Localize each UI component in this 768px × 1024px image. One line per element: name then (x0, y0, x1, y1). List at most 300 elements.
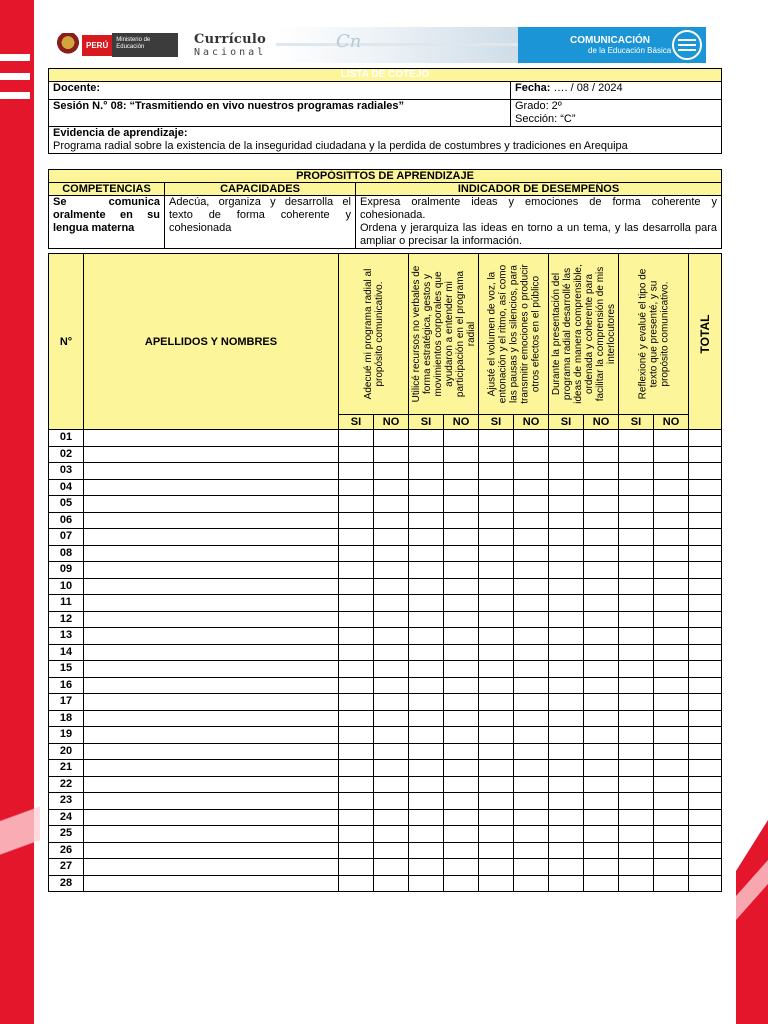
check-cell[interactable] (339, 496, 374, 513)
check-cell[interactable] (479, 545, 514, 562)
check-cell[interactable] (374, 595, 409, 612)
check-cell[interactable] (479, 644, 514, 661)
total-cell[interactable] (689, 496, 722, 513)
check-cell[interactable] (479, 694, 514, 711)
check-cell[interactable] (584, 512, 619, 529)
check-cell[interactable] (654, 611, 689, 628)
check-cell[interactable] (584, 743, 619, 760)
check-cell[interactable] (549, 628, 584, 645)
check-cell[interactable] (339, 842, 374, 859)
total-cell[interactable] (689, 446, 722, 463)
check-cell[interactable] (409, 793, 444, 810)
student-name-cell[interactable] (84, 562, 339, 579)
check-cell[interactable] (654, 661, 689, 678)
check-cell[interactable] (374, 611, 409, 628)
check-cell[interactable] (444, 446, 479, 463)
check-cell[interactable] (479, 661, 514, 678)
check-cell[interactable] (444, 743, 479, 760)
check-cell[interactable] (654, 743, 689, 760)
check-cell[interactable] (654, 595, 689, 612)
check-cell[interactable] (619, 793, 654, 810)
check-cell[interactable] (444, 578, 479, 595)
check-cell[interactable] (584, 644, 619, 661)
check-cell[interactable] (549, 694, 584, 711)
check-cell[interactable] (549, 875, 584, 892)
check-cell[interactable] (619, 727, 654, 744)
check-cell[interactable] (444, 611, 479, 628)
check-cell[interactable] (409, 446, 444, 463)
check-cell[interactable] (339, 611, 374, 628)
check-cell[interactable] (584, 430, 619, 447)
check-cell[interactable] (514, 776, 549, 793)
check-cell[interactable] (409, 859, 444, 876)
check-cell[interactable] (654, 529, 689, 546)
student-name-cell[interactable] (84, 793, 339, 810)
check-cell[interactable] (444, 512, 479, 529)
check-cell[interactable] (654, 776, 689, 793)
check-cell[interactable] (514, 826, 549, 843)
check-cell[interactable] (444, 875, 479, 892)
check-cell[interactable] (374, 463, 409, 480)
check-cell[interactable] (619, 776, 654, 793)
check-cell[interactable] (444, 430, 479, 447)
check-cell[interactable] (374, 793, 409, 810)
check-cell[interactable] (619, 859, 654, 876)
check-cell[interactable] (444, 793, 479, 810)
check-cell[interactable] (479, 512, 514, 529)
check-cell[interactable] (339, 875, 374, 892)
check-cell[interactable] (619, 661, 654, 678)
check-cell[interactable] (654, 545, 689, 562)
student-name-cell[interactable] (84, 826, 339, 843)
check-cell[interactable] (479, 776, 514, 793)
check-cell[interactable] (584, 809, 619, 826)
check-cell[interactable] (549, 826, 584, 843)
check-cell[interactable] (409, 578, 444, 595)
check-cell[interactable] (339, 760, 374, 777)
check-cell[interactable] (339, 826, 374, 843)
student-name-cell[interactable] (84, 463, 339, 480)
check-cell[interactable] (374, 446, 409, 463)
check-cell[interactable] (339, 512, 374, 529)
check-cell[interactable] (444, 776, 479, 793)
check-cell[interactable] (619, 826, 654, 843)
check-cell[interactable] (374, 677, 409, 694)
check-cell[interactable] (339, 644, 374, 661)
check-cell[interactable] (409, 545, 444, 562)
check-cell[interactable] (654, 727, 689, 744)
check-cell[interactable] (584, 859, 619, 876)
check-cell[interactable] (479, 809, 514, 826)
check-cell[interactable] (444, 710, 479, 727)
check-cell[interactable] (584, 727, 619, 744)
check-cell[interactable] (444, 463, 479, 480)
check-cell[interactable] (654, 875, 689, 892)
check-cell[interactable] (619, 743, 654, 760)
check-cell[interactable] (339, 743, 374, 760)
check-cell[interactable] (374, 710, 409, 727)
check-cell[interactable] (514, 644, 549, 661)
check-cell[interactable] (444, 644, 479, 661)
total-cell[interactable] (689, 842, 722, 859)
check-cell[interactable] (374, 694, 409, 711)
check-cell[interactable] (374, 578, 409, 595)
student-name-cell[interactable] (84, 661, 339, 678)
check-cell[interactable] (339, 809, 374, 826)
student-name-cell[interactable] (84, 595, 339, 612)
check-cell[interactable] (549, 562, 584, 579)
total-cell[interactable] (689, 578, 722, 595)
check-cell[interactable] (584, 479, 619, 496)
student-name-cell[interactable] (84, 809, 339, 826)
check-cell[interactable] (444, 727, 479, 744)
check-cell[interactable] (374, 760, 409, 777)
check-cell[interactable] (409, 512, 444, 529)
check-cell[interactable] (654, 628, 689, 645)
total-cell[interactable] (689, 562, 722, 579)
check-cell[interactable] (409, 842, 444, 859)
total-cell[interactable] (689, 545, 722, 562)
check-cell[interactable] (479, 743, 514, 760)
check-cell[interactable] (549, 842, 584, 859)
check-cell[interactable] (374, 859, 409, 876)
check-cell[interactable] (619, 628, 654, 645)
total-cell[interactable] (689, 776, 722, 793)
check-cell[interactable] (479, 859, 514, 876)
total-cell[interactable] (689, 760, 722, 777)
check-cell[interactable] (514, 677, 549, 694)
check-cell[interactable] (514, 875, 549, 892)
check-cell[interactable] (549, 727, 584, 744)
check-cell[interactable] (479, 677, 514, 694)
check-cell[interactable] (479, 496, 514, 513)
check-cell[interactable] (654, 760, 689, 777)
student-name-cell[interactable] (84, 677, 339, 694)
check-cell[interactable] (514, 529, 549, 546)
student-name-cell[interactable] (84, 529, 339, 546)
check-cell[interactable] (374, 529, 409, 546)
check-cell[interactable] (549, 661, 584, 678)
check-cell[interactable] (619, 562, 654, 579)
check-cell[interactable] (409, 727, 444, 744)
check-cell[interactable] (339, 710, 374, 727)
check-cell[interactable] (479, 479, 514, 496)
check-cell[interactable] (374, 727, 409, 744)
check-cell[interactable] (339, 859, 374, 876)
check-cell[interactable] (339, 628, 374, 645)
check-cell[interactable] (409, 562, 444, 579)
check-cell[interactable] (374, 479, 409, 496)
check-cell[interactable] (584, 446, 619, 463)
check-cell[interactable] (654, 463, 689, 480)
check-cell[interactable] (409, 611, 444, 628)
check-cell[interactable] (584, 578, 619, 595)
check-cell[interactable] (619, 512, 654, 529)
check-cell[interactable] (444, 859, 479, 876)
check-cell[interactable] (549, 496, 584, 513)
check-cell[interactable] (619, 842, 654, 859)
check-cell[interactable] (339, 446, 374, 463)
check-cell[interactable] (409, 628, 444, 645)
check-cell[interactable] (409, 743, 444, 760)
total-cell[interactable] (689, 463, 722, 480)
check-cell[interactable] (409, 694, 444, 711)
check-cell[interactable] (549, 430, 584, 447)
check-cell[interactable] (619, 694, 654, 711)
check-cell[interactable] (409, 529, 444, 546)
check-cell[interactable] (479, 611, 514, 628)
check-cell[interactable] (584, 562, 619, 579)
total-cell[interactable] (689, 743, 722, 760)
check-cell[interactable] (444, 661, 479, 678)
student-name-cell[interactable] (84, 760, 339, 777)
check-cell[interactable] (514, 562, 549, 579)
check-cell[interactable] (444, 545, 479, 562)
check-cell[interactable] (549, 512, 584, 529)
check-cell[interactable] (479, 826, 514, 843)
check-cell[interactable] (619, 578, 654, 595)
student-name-cell[interactable] (84, 644, 339, 661)
check-cell[interactable] (619, 430, 654, 447)
check-cell[interactable] (409, 595, 444, 612)
check-cell[interactable] (339, 529, 374, 546)
check-cell[interactable] (409, 776, 444, 793)
check-cell[interactable] (584, 496, 619, 513)
check-cell[interactable] (374, 842, 409, 859)
total-cell[interactable] (689, 727, 722, 744)
check-cell[interactable] (514, 809, 549, 826)
check-cell[interactable] (339, 578, 374, 595)
check-cell[interactable] (549, 793, 584, 810)
total-cell[interactable] (689, 809, 722, 826)
total-cell[interactable] (689, 826, 722, 843)
check-cell[interactable] (549, 743, 584, 760)
check-cell[interactable] (339, 479, 374, 496)
check-cell[interactable] (409, 463, 444, 480)
check-cell[interactable] (584, 710, 619, 727)
check-cell[interactable] (409, 710, 444, 727)
check-cell[interactable] (374, 776, 409, 793)
check-cell[interactable] (374, 875, 409, 892)
check-cell[interactable] (619, 760, 654, 777)
student-name-cell[interactable] (84, 727, 339, 744)
check-cell[interactable] (444, 842, 479, 859)
check-cell[interactable] (374, 512, 409, 529)
student-name-cell[interactable] (84, 430, 339, 447)
total-cell[interactable] (689, 529, 722, 546)
check-cell[interactable] (654, 644, 689, 661)
check-cell[interactable] (339, 793, 374, 810)
check-cell[interactable] (549, 760, 584, 777)
check-cell[interactable] (374, 545, 409, 562)
check-cell[interactable] (339, 463, 374, 480)
check-cell[interactable] (584, 595, 619, 612)
check-cell[interactable] (549, 479, 584, 496)
check-cell[interactable] (654, 446, 689, 463)
check-cell[interactable] (444, 595, 479, 612)
check-cell[interactable] (514, 859, 549, 876)
check-cell[interactable] (444, 826, 479, 843)
check-cell[interactable] (409, 430, 444, 447)
check-cell[interactable] (374, 644, 409, 661)
check-cell[interactable] (584, 677, 619, 694)
check-cell[interactable] (549, 809, 584, 826)
student-name-cell[interactable] (84, 611, 339, 628)
check-cell[interactable] (479, 760, 514, 777)
check-cell[interactable] (619, 710, 654, 727)
check-cell[interactable] (514, 694, 549, 711)
check-cell[interactable] (339, 595, 374, 612)
student-name-cell[interactable] (84, 479, 339, 496)
check-cell[interactable] (479, 463, 514, 480)
check-cell[interactable] (584, 611, 619, 628)
check-cell[interactable] (409, 677, 444, 694)
check-cell[interactable] (584, 826, 619, 843)
check-cell[interactable] (339, 694, 374, 711)
check-cell[interactable] (654, 826, 689, 843)
check-cell[interactable] (444, 809, 479, 826)
check-cell[interactable] (584, 545, 619, 562)
check-cell[interactable] (339, 661, 374, 678)
check-cell[interactable] (444, 479, 479, 496)
check-cell[interactable] (654, 562, 689, 579)
check-cell[interactable] (479, 430, 514, 447)
student-name-cell[interactable] (84, 776, 339, 793)
check-cell[interactable] (584, 661, 619, 678)
total-cell[interactable] (689, 611, 722, 628)
check-cell[interactable] (409, 809, 444, 826)
check-cell[interactable] (584, 529, 619, 546)
check-cell[interactable] (619, 545, 654, 562)
check-cell[interactable] (549, 677, 584, 694)
check-cell[interactable] (654, 677, 689, 694)
check-cell[interactable] (479, 727, 514, 744)
total-cell[interactable] (689, 677, 722, 694)
check-cell[interactable] (619, 644, 654, 661)
check-cell[interactable] (409, 875, 444, 892)
student-name-cell[interactable] (84, 496, 339, 513)
check-cell[interactable] (654, 512, 689, 529)
check-cell[interactable] (514, 611, 549, 628)
check-cell[interactable] (479, 578, 514, 595)
student-name-cell[interactable] (84, 859, 339, 876)
check-cell[interactable] (444, 562, 479, 579)
check-cell[interactable] (514, 545, 549, 562)
check-cell[interactable] (549, 710, 584, 727)
check-cell[interactable] (409, 479, 444, 496)
check-cell[interactable] (619, 595, 654, 612)
student-name-cell[interactable] (84, 875, 339, 892)
check-cell[interactable] (374, 562, 409, 579)
check-cell[interactable] (444, 496, 479, 513)
check-cell[interactable] (584, 760, 619, 777)
check-cell[interactable] (584, 875, 619, 892)
check-cell[interactable] (654, 809, 689, 826)
check-cell[interactable] (339, 677, 374, 694)
check-cell[interactable] (514, 430, 549, 447)
check-cell[interactable] (584, 776, 619, 793)
check-cell[interactable] (444, 628, 479, 645)
total-cell[interactable] (689, 479, 722, 496)
check-cell[interactable] (514, 710, 549, 727)
total-cell[interactable] (689, 595, 722, 612)
student-name-cell[interactable] (84, 628, 339, 645)
check-cell[interactable] (374, 628, 409, 645)
check-cell[interactable] (654, 479, 689, 496)
check-cell[interactable] (584, 463, 619, 480)
check-cell[interactable] (654, 578, 689, 595)
total-cell[interactable] (689, 661, 722, 678)
check-cell[interactable] (549, 545, 584, 562)
check-cell[interactable] (514, 661, 549, 678)
check-cell[interactable] (619, 496, 654, 513)
check-cell[interactable] (549, 776, 584, 793)
check-cell[interactable] (619, 809, 654, 826)
total-cell[interactable] (689, 430, 722, 447)
check-cell[interactable] (444, 529, 479, 546)
check-cell[interactable] (339, 776, 374, 793)
student-name-cell[interactable] (84, 512, 339, 529)
check-cell[interactable] (374, 661, 409, 678)
check-cell[interactable] (409, 661, 444, 678)
check-cell[interactable] (514, 793, 549, 810)
student-name-cell[interactable] (84, 743, 339, 760)
check-cell[interactable] (549, 595, 584, 612)
check-cell[interactable] (514, 628, 549, 645)
check-cell[interactable] (374, 826, 409, 843)
check-cell[interactable] (374, 809, 409, 826)
check-cell[interactable] (479, 446, 514, 463)
check-cell[interactable] (619, 463, 654, 480)
check-cell[interactable] (409, 644, 444, 661)
check-cell[interactable] (514, 463, 549, 480)
check-cell[interactable] (654, 694, 689, 711)
check-cell[interactable] (514, 446, 549, 463)
check-cell[interactable] (619, 875, 654, 892)
check-cell[interactable] (619, 611, 654, 628)
check-cell[interactable] (479, 529, 514, 546)
check-cell[interactable] (514, 727, 549, 744)
check-cell[interactable] (479, 710, 514, 727)
check-cell[interactable] (514, 760, 549, 777)
check-cell[interactable] (549, 463, 584, 480)
check-cell[interactable] (654, 496, 689, 513)
check-cell[interactable] (654, 859, 689, 876)
check-cell[interactable] (584, 842, 619, 859)
check-cell[interactable] (654, 710, 689, 727)
check-cell[interactable] (584, 694, 619, 711)
check-cell[interactable] (514, 842, 549, 859)
total-cell[interactable] (689, 628, 722, 645)
check-cell[interactable] (479, 842, 514, 859)
total-cell[interactable] (689, 694, 722, 711)
check-cell[interactable] (409, 760, 444, 777)
check-cell[interactable] (514, 479, 549, 496)
student-name-cell[interactable] (84, 578, 339, 595)
student-name-cell[interactable] (84, 842, 339, 859)
check-cell[interactable] (514, 512, 549, 529)
total-cell[interactable] (689, 710, 722, 727)
check-cell[interactable] (339, 430, 374, 447)
check-cell[interactable] (339, 545, 374, 562)
total-cell[interactable] (689, 859, 722, 876)
check-cell[interactable] (514, 595, 549, 612)
check-cell[interactable] (444, 677, 479, 694)
check-cell[interactable] (549, 529, 584, 546)
check-cell[interactable] (374, 743, 409, 760)
check-cell[interactable] (339, 727, 374, 744)
check-cell[interactable] (654, 842, 689, 859)
